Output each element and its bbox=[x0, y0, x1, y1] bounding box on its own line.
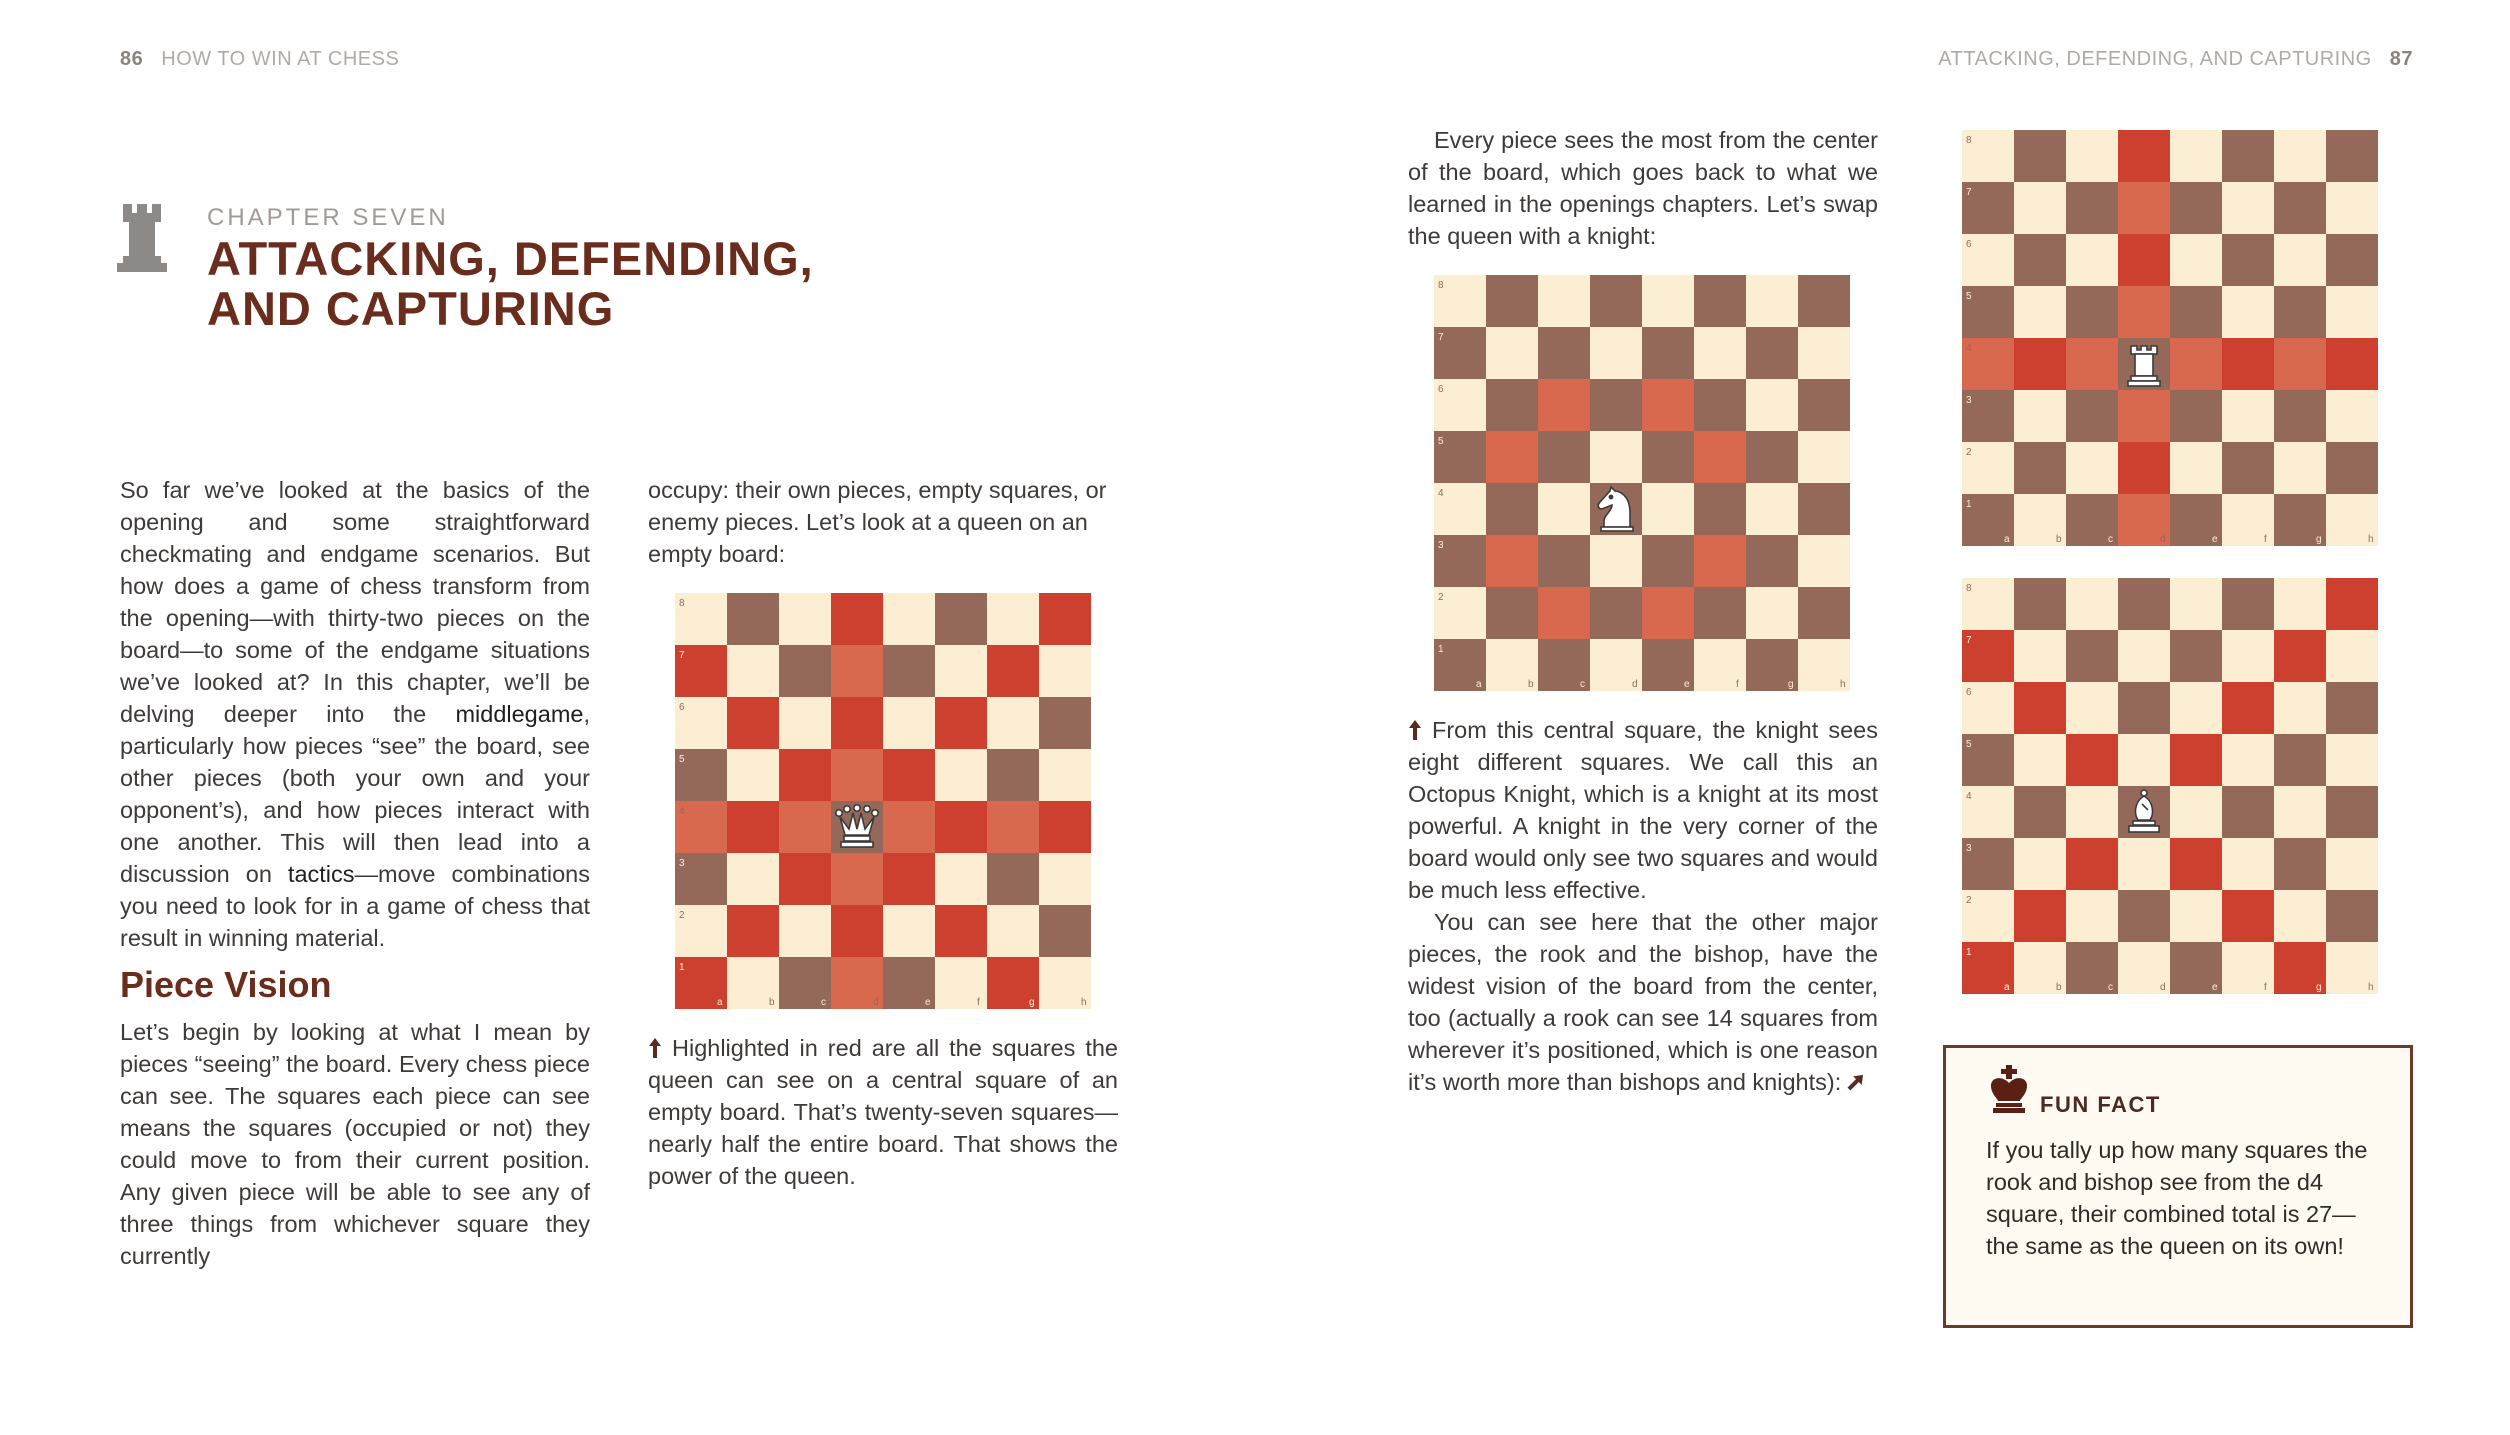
chapter-title-line-1: ATTACKING, DEFENDING, bbox=[207, 232, 814, 285]
square-g2 bbox=[2274, 442, 2326, 494]
square-e2 bbox=[2170, 890, 2222, 942]
square-d3 bbox=[2118, 390, 2170, 442]
square-d8 bbox=[1590, 275, 1642, 327]
file-label: g bbox=[1029, 997, 1035, 1008]
square-e8 bbox=[2170, 130, 2222, 182]
square-h2 bbox=[2326, 890, 2378, 942]
square-g7 bbox=[987, 645, 1039, 697]
queen-caption-text: Highlighted in red are all the squares the queen can see on a central square of an empty board. That’s twenty-seven squares—nearly half the entire board. That shows the power of the queen. bbox=[648, 1035, 1118, 1189]
square-b4 bbox=[2014, 786, 2066, 838]
square-b7 bbox=[727, 645, 779, 697]
square-e3 bbox=[2170, 838, 2222, 890]
square-c8 bbox=[779, 593, 831, 645]
square-d7 bbox=[2118, 630, 2170, 682]
file-label: h bbox=[1081, 997, 1087, 1008]
square-f8 bbox=[2222, 578, 2274, 630]
square-f2 bbox=[1694, 587, 1746, 639]
queen-vision-board bbox=[675, 593, 1091, 1009]
square-e7 bbox=[1642, 327, 1694, 379]
square-c7 bbox=[2066, 182, 2118, 234]
term-middlegame: middlegame bbox=[455, 701, 584, 727]
square-h3 bbox=[2326, 390, 2378, 442]
square-e5 bbox=[2170, 286, 2222, 338]
square-h5 bbox=[1798, 431, 1850, 483]
square-b4 bbox=[2014, 338, 2066, 390]
square-d2 bbox=[2118, 890, 2170, 942]
square-e4 bbox=[883, 801, 935, 853]
square-h7 bbox=[2326, 182, 2378, 234]
square-f2 bbox=[935, 905, 987, 957]
square-h4 bbox=[1039, 801, 1091, 853]
square-b2 bbox=[2014, 442, 2066, 494]
square-g7 bbox=[1746, 327, 1798, 379]
arrow-up-icon bbox=[648, 1038, 662, 1058]
rank-label: 5 bbox=[1966, 739, 1972, 750]
square-d8 bbox=[2118, 130, 2170, 182]
square-d3 bbox=[2118, 838, 2170, 890]
square-h5 bbox=[2326, 734, 2378, 786]
square-c5 bbox=[2066, 286, 2118, 338]
square-f3 bbox=[935, 853, 987, 905]
file-label: g bbox=[1788, 679, 1794, 690]
rank-label: 8 bbox=[1966, 583, 1972, 594]
square-f7 bbox=[2222, 182, 2274, 234]
file-label: f bbox=[1736, 679, 1739, 690]
square-g3 bbox=[2274, 838, 2326, 890]
square-d3 bbox=[1590, 535, 1642, 587]
rank-label: 4 bbox=[1966, 791, 1972, 802]
square-g5 bbox=[2274, 734, 2326, 786]
square-d8 bbox=[831, 593, 883, 645]
square-g6 bbox=[987, 697, 1039, 749]
square-h8 bbox=[2326, 130, 2378, 182]
rook-icon bbox=[117, 204, 167, 272]
square-h6 bbox=[1039, 697, 1091, 749]
square-e6 bbox=[883, 697, 935, 749]
square-c7 bbox=[2066, 630, 2118, 682]
square-f6 bbox=[2222, 682, 2274, 734]
square-e2 bbox=[883, 905, 935, 957]
square-g7 bbox=[2274, 630, 2326, 682]
square-b3 bbox=[727, 853, 779, 905]
file-label: a bbox=[1476, 679, 1482, 690]
square-b8 bbox=[1486, 275, 1538, 327]
square-h8 bbox=[2326, 578, 2378, 630]
square-f7 bbox=[1694, 327, 1746, 379]
square-g3 bbox=[2274, 390, 2326, 442]
rank-label: 2 bbox=[1966, 895, 1972, 906]
square-c4 bbox=[2066, 338, 2118, 390]
square-f5 bbox=[1694, 431, 1746, 483]
square-b5 bbox=[1486, 431, 1538, 483]
square-d6 bbox=[2118, 234, 2170, 286]
square-f5 bbox=[935, 749, 987, 801]
square-e2 bbox=[1642, 587, 1694, 639]
square-b8 bbox=[727, 593, 779, 645]
intro-text-3: —move combinations you need to look for in a game of chess that result in winning material. bbox=[120, 861, 590, 951]
square-g8 bbox=[2274, 578, 2326, 630]
square-h3 bbox=[1039, 853, 1091, 905]
square-f4 bbox=[2222, 786, 2274, 838]
square-g4 bbox=[2274, 338, 2326, 390]
square-h6 bbox=[1798, 379, 1850, 431]
knight-caption bbox=[1408, 714, 1878, 906]
square-c2 bbox=[2066, 890, 2118, 942]
square-d5 bbox=[2118, 734, 2170, 786]
square-c4 bbox=[779, 801, 831, 853]
intro-paragraph bbox=[120, 474, 590, 954]
arrow-up-icon bbox=[1408, 720, 1422, 740]
left-running-header bbox=[120, 48, 399, 71]
queen-caption bbox=[648, 1032, 1118, 1192]
square-b2 bbox=[727, 905, 779, 957]
square-d5 bbox=[1590, 431, 1642, 483]
term-tactics: tactics bbox=[287, 861, 355, 887]
square-f6 bbox=[935, 697, 987, 749]
square-h6 bbox=[2326, 234, 2378, 286]
file-label: b bbox=[2056, 534, 2062, 545]
square-d7 bbox=[2118, 182, 2170, 234]
square-f8 bbox=[1694, 275, 1746, 327]
rank-label: 7 bbox=[1966, 635, 1972, 646]
square-b8 bbox=[2014, 130, 2066, 182]
square-e6 bbox=[2170, 682, 2222, 734]
square-c8 bbox=[2066, 578, 2118, 630]
rank-label: 1 bbox=[1438, 644, 1444, 655]
rank-label: 8 bbox=[1438, 280, 1444, 291]
square-d2 bbox=[831, 905, 883, 957]
square-e8 bbox=[2170, 578, 2222, 630]
square-h3 bbox=[2326, 838, 2378, 890]
knight-caption-text: From this central square, the knight sees eight different squares. We call this an Octopus Knight, which is a knight at its most powerful. A knight in the very corner of the board would only see two squares and would be much less effective. bbox=[1408, 717, 1878, 903]
square-b7 bbox=[2014, 182, 2066, 234]
square-b6 bbox=[2014, 234, 2066, 286]
rank-label: 5 bbox=[1966, 291, 1972, 302]
rank-label: 2 bbox=[679, 910, 685, 921]
square-b4 bbox=[727, 801, 779, 853]
rank-label: 1 bbox=[679, 962, 685, 973]
square-c7 bbox=[779, 645, 831, 697]
square-f8 bbox=[935, 593, 987, 645]
square-g8 bbox=[2274, 130, 2326, 182]
rank-label: 3 bbox=[1438, 540, 1444, 551]
square-h5 bbox=[1039, 749, 1091, 801]
square-b4 bbox=[1486, 483, 1538, 535]
square-f5 bbox=[2222, 734, 2274, 786]
right-page-number: 87 bbox=[2389, 48, 2413, 70]
rook-bishop-paragraph bbox=[1408, 906, 1878, 1098]
square-g2 bbox=[2274, 890, 2326, 942]
square-g6 bbox=[2274, 234, 2326, 286]
square-g7 bbox=[2274, 182, 2326, 234]
square-g8 bbox=[987, 593, 1039, 645]
file-label: a bbox=[2004, 982, 2010, 993]
square-b3 bbox=[2014, 390, 2066, 442]
square-e5 bbox=[883, 749, 935, 801]
square-b5 bbox=[2014, 286, 2066, 338]
swap-paragraph: Every piece sees the most from the center of the board, which goes back to what we learned in the openings chapters. Let’s swap the queen with a knight: bbox=[1408, 127, 1878, 249]
knight-vision-board bbox=[1434, 275, 1850, 691]
rank-label: 6 bbox=[1438, 384, 1444, 395]
file-label: f bbox=[2264, 982, 2267, 993]
square-c8 bbox=[1538, 275, 1590, 327]
file-label: h bbox=[1840, 679, 1846, 690]
square-e4 bbox=[2170, 786, 2222, 838]
square-c7 bbox=[1538, 327, 1590, 379]
file-label: f bbox=[2264, 534, 2267, 545]
square-e8 bbox=[1642, 275, 1694, 327]
file-label: c bbox=[2108, 534, 2113, 545]
square-h8 bbox=[1798, 275, 1850, 327]
king-icon bbox=[1988, 1065, 2030, 1113]
rank-label: 8 bbox=[1966, 135, 1972, 146]
rook-bishop-text: You can see here that the other major pieces, the rook and the bishop, have the widest vision of the board from the center, too (actually a rook can see 14 squares from wherever it’s positioned, which is one reason it’s worth more than bishops and knights): bbox=[1408, 909, 1878, 1095]
square-g6 bbox=[2274, 682, 2326, 734]
file-label: b bbox=[2056, 982, 2062, 993]
square-c6 bbox=[2066, 234, 2118, 286]
square-e3 bbox=[883, 853, 935, 905]
square-g5 bbox=[1746, 431, 1798, 483]
square-d7 bbox=[831, 645, 883, 697]
square-e5 bbox=[2170, 734, 2222, 786]
square-c5 bbox=[779, 749, 831, 801]
square-f3 bbox=[2222, 390, 2274, 442]
square-d2 bbox=[2118, 442, 2170, 494]
square-d8 bbox=[2118, 578, 2170, 630]
square-h7 bbox=[1798, 327, 1850, 379]
square-b7 bbox=[2014, 630, 2066, 682]
square-e4 bbox=[1642, 483, 1694, 535]
square-c3 bbox=[779, 853, 831, 905]
rank-label: 6 bbox=[1966, 239, 1972, 250]
square-c3 bbox=[1538, 535, 1590, 587]
rank-label: 3 bbox=[1966, 395, 1972, 406]
square-c3 bbox=[2066, 390, 2118, 442]
square-h5 bbox=[2326, 286, 2378, 338]
square-f2 bbox=[2222, 442, 2274, 494]
square-h6 bbox=[2326, 682, 2378, 734]
square-b6 bbox=[727, 697, 779, 749]
square-e4 bbox=[2170, 338, 2222, 390]
square-d6 bbox=[1590, 379, 1642, 431]
piece-vision-paragraph: Let’s begin by looking at what I mean by pieces “seeing” the board. Every chess piece can see. The squares each piece can see means the squares (occupied or not) they could move to from their current position. Any given piece will be able to see any of three things from whichever square they currently bbox=[120, 1019, 590, 1269]
square-e6 bbox=[1642, 379, 1694, 431]
file-label: f bbox=[977, 997, 980, 1008]
square-f6 bbox=[2222, 234, 2274, 286]
square-g5 bbox=[987, 749, 1039, 801]
square-e7 bbox=[2170, 630, 2222, 682]
rank-label: 6 bbox=[679, 702, 685, 713]
rook-vision-board bbox=[1962, 130, 2378, 546]
chapter-title-line-2: AND CAPTURING bbox=[207, 282, 615, 335]
right-running-header bbox=[1938, 48, 2413, 71]
square-d5 bbox=[831, 749, 883, 801]
file-label: a bbox=[2004, 534, 2010, 545]
square-e5 bbox=[1642, 431, 1694, 483]
square-b2 bbox=[2014, 890, 2066, 942]
rank-label: 5 bbox=[679, 754, 685, 765]
square-c4 bbox=[1538, 483, 1590, 535]
square-g8 bbox=[1746, 275, 1798, 327]
left-page-number: 86 bbox=[120, 48, 144, 70]
square-b6 bbox=[2014, 682, 2066, 734]
square-d5 bbox=[2118, 286, 2170, 338]
file-label: d bbox=[2160, 534, 2166, 545]
square-b6 bbox=[1486, 379, 1538, 431]
square-g5 bbox=[2274, 286, 2326, 338]
square-f7 bbox=[935, 645, 987, 697]
rank-label: 4 bbox=[1438, 488, 1444, 499]
square-g4 bbox=[2274, 786, 2326, 838]
rank-label: 6 bbox=[1966, 687, 1972, 698]
square-g4 bbox=[1746, 483, 1798, 535]
rank-label: 8 bbox=[679, 598, 685, 609]
square-b3 bbox=[1486, 535, 1538, 587]
rank-label: 7 bbox=[679, 650, 685, 661]
square-b8 bbox=[2014, 578, 2066, 630]
square-f5 bbox=[2222, 286, 2274, 338]
rank-label: 4 bbox=[1966, 343, 1972, 354]
square-h4 bbox=[2326, 786, 2378, 838]
square-e7 bbox=[883, 645, 935, 697]
file-label: d bbox=[2160, 982, 2166, 993]
square-h8 bbox=[1039, 593, 1091, 645]
square-c3 bbox=[2066, 838, 2118, 890]
square-g2 bbox=[987, 905, 1039, 957]
square-g2 bbox=[1746, 587, 1798, 639]
square-f3 bbox=[2222, 838, 2274, 890]
rank-label: 4 bbox=[679, 806, 685, 817]
square-c2 bbox=[2066, 442, 2118, 494]
square-h7 bbox=[2326, 630, 2378, 682]
square-f3 bbox=[1694, 535, 1746, 587]
rank-label: 7 bbox=[1966, 187, 1972, 198]
file-label: c bbox=[2108, 982, 2113, 993]
file-label: h bbox=[2368, 534, 2374, 545]
file-label: c bbox=[821, 997, 826, 1008]
file-label: d bbox=[1632, 679, 1638, 690]
square-c5 bbox=[2066, 734, 2118, 786]
square-h3 bbox=[1798, 535, 1850, 587]
square-h4 bbox=[1798, 483, 1850, 535]
square-c4 bbox=[2066, 786, 2118, 838]
square-b3 bbox=[2014, 838, 2066, 890]
square-f6 bbox=[1694, 379, 1746, 431]
file-label: g bbox=[2316, 534, 2322, 545]
square-c6 bbox=[1538, 379, 1590, 431]
square-h7 bbox=[1039, 645, 1091, 697]
square-e8 bbox=[883, 593, 935, 645]
file-label: e bbox=[2212, 982, 2218, 993]
file-label: a bbox=[717, 997, 723, 1008]
left-running-title: HOW TO WIN AT CHESS bbox=[161, 48, 400, 70]
square-e6 bbox=[2170, 234, 2222, 286]
square-b5 bbox=[727, 749, 779, 801]
square-f4 bbox=[935, 801, 987, 853]
square-d6 bbox=[2118, 682, 2170, 734]
square-b7 bbox=[1486, 327, 1538, 379]
file-label: e bbox=[2212, 534, 2218, 545]
file-label: e bbox=[925, 997, 931, 1008]
square-f2 bbox=[2222, 890, 2274, 942]
file-label: d bbox=[873, 997, 879, 1008]
square-g6 bbox=[1746, 379, 1798, 431]
square-h4 bbox=[2326, 338, 2378, 390]
square-e2 bbox=[2170, 442, 2222, 494]
piece-vision-continuation: occupy: their own pieces, empty squares, or enemy pieces. Let’s look at a queen on an empty board: bbox=[648, 477, 1107, 567]
intro-text-1: So far we’ve looked at the basics of the opening and some straightforward checkmating and endgame scenarios. But how does a game of chess transform from the opening—with thirty-two pieces on the board—to some of the endgame situations we’ve looked at? In this chapter, we’ll be delving deeper into the bbox=[120, 477, 590, 727]
square-h2 bbox=[1798, 587, 1850, 639]
rank-label: 3 bbox=[1966, 843, 1972, 854]
file-label: g bbox=[2316, 982, 2322, 993]
file-label: b bbox=[769, 997, 775, 1008]
rank-label: 5 bbox=[1438, 436, 1444, 447]
rank-label: 1 bbox=[1966, 499, 1972, 510]
square-f4 bbox=[2222, 338, 2274, 390]
square-b2 bbox=[1486, 587, 1538, 639]
square-e7 bbox=[2170, 182, 2222, 234]
square-c2 bbox=[1538, 587, 1590, 639]
chapter-label: CHAPTER SEVEN bbox=[207, 204, 449, 231]
rank-label: 1 bbox=[1966, 947, 1972, 958]
right-running-title: ATTACKING, DEFENDING, AND CAPTURING bbox=[1938, 48, 2372, 70]
square-h2 bbox=[1039, 905, 1091, 957]
rank-label: 3 bbox=[679, 858, 685, 869]
square-c8 bbox=[2066, 130, 2118, 182]
rank-label: 2 bbox=[1438, 592, 1444, 603]
intro-text-2: , particularly how pieces “see” the board, see other pieces (both your own and your opponent’s), and how pieces interact with one another. This will then lead into a discussion on bbox=[120, 701, 590, 887]
square-d6 bbox=[831, 697, 883, 749]
square-c6 bbox=[2066, 682, 2118, 734]
square-e3 bbox=[1642, 535, 1694, 587]
square-g3 bbox=[1746, 535, 1798, 587]
square-c5 bbox=[1538, 431, 1590, 483]
square-g3 bbox=[987, 853, 1039, 905]
fun-fact-text: If you tally up how many squares the rook and bishop see from the d4 square, their combined total is 27—the same as the queen on its own! bbox=[1986, 1137, 2368, 1259]
fun-fact-box bbox=[1943, 1045, 2413, 1328]
rank-label: 7 bbox=[1438, 332, 1444, 343]
square-g4 bbox=[987, 801, 1039, 853]
square-f8 bbox=[2222, 130, 2274, 182]
square-c6 bbox=[779, 697, 831, 749]
square-d3 bbox=[831, 853, 883, 905]
file-label: b bbox=[1528, 679, 1534, 690]
file-label: c bbox=[1580, 679, 1585, 690]
square-h2 bbox=[2326, 442, 2378, 494]
square-f4 bbox=[1694, 483, 1746, 535]
square-e3 bbox=[2170, 390, 2222, 442]
rank-label: 2 bbox=[1966, 447, 1972, 458]
fun-fact-title: FUN FACT bbox=[2040, 1092, 2161, 1117]
section-heading: Piece Vision bbox=[120, 964, 332, 1005]
file-label: h bbox=[2368, 982, 2374, 993]
square-d7 bbox=[1590, 327, 1642, 379]
bishop-vision-board bbox=[1962, 578, 2378, 994]
file-label: e bbox=[1684, 679, 1690, 690]
square-c2 bbox=[779, 905, 831, 957]
square-b5 bbox=[2014, 734, 2066, 786]
square-f7 bbox=[2222, 630, 2274, 682]
chapter-title bbox=[207, 234, 907, 334]
square-d2 bbox=[1590, 587, 1642, 639]
arrow-right-icon bbox=[1844, 1070, 1868, 1094]
